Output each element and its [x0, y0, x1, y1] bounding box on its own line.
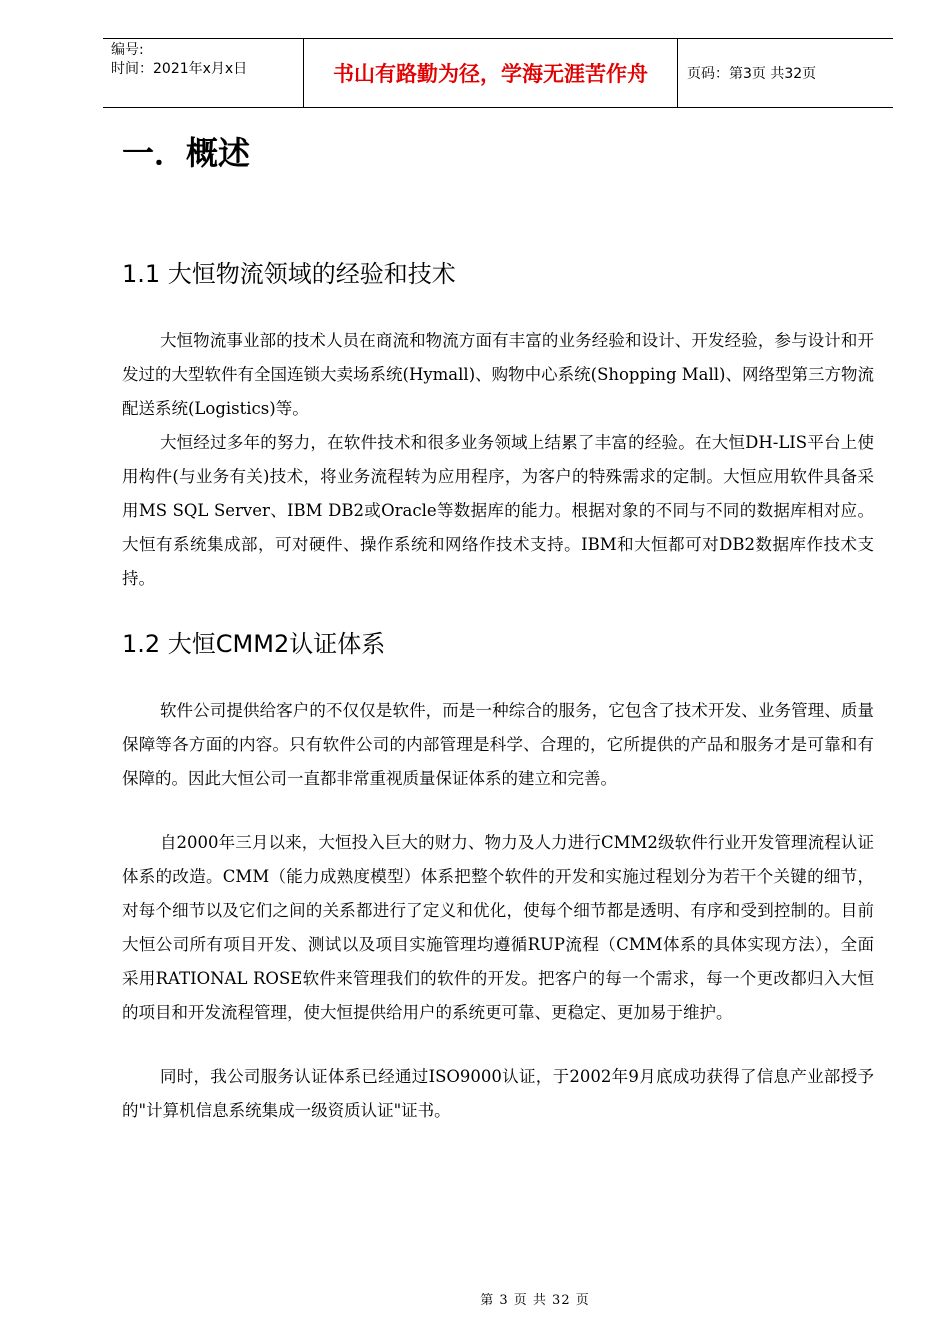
subsection-heading-1-1: 1.1 大恒物流领域的经验和技术	[122, 260, 456, 288]
paragraph: 大恒经过多年的努力，在软件技术和很多业务领域上结累了丰富的经验。在大恒DH-LIS平台上使用构件(与业务有关)技术，将业务流程转为应用程序，为客户的特殊需求的定制。大恒应用软件具备采用MS SQL Server、IBM DB2或Oracle等数据库的能力。根据对象的不同与不同的数据库相对应。大恒有系统集成部，可对硬件、操作系统和网络作技术支持。IBM和大恒都可对DB2数据库作技术支持。	[122, 433, 874, 588]
page-footer: 第 3 页 共 32 页	[480, 1293, 590, 1308]
page-header	[103, 38, 893, 108]
paragraph: 同时，我公司服务认证体系已经通过ISO9000认证，于2002年9月底成功获得了信息产业部授予的"计算机信息系统集成一级资质认证"证书。	[122, 1067, 874, 1120]
paragraph: 软件公司提供给客户的不仅仅是软件，而是一种综合的服务，它包含了技术开发、业务管理、质量保障等各方面的内容。只有软件公司的内部管理是科学、合理的，它所提供的产品和服务才是可靠和有保障的。因此大恒公司一直都非常重视质量保证体系的建立和完善。	[122, 701, 874, 788]
document-time-label: 时间：2021年x月x日	[111, 61, 248, 77]
header-motto: 书山有路勤为径，学海无涯苦作舟	[304, 39, 678, 107]
paragraph: 大恒物流事业部的技术人员在商流和物流方面有丰富的业务经验和设计、开发经验，参与设计和开发过的大型软件有全国连锁大卖场系统(Hymall)、购物中心系统(Shopping Mall)、网络型第三方物流配送系统(Logistics)等。	[122, 331, 874, 418]
document-number-label: 编号:	[111, 42, 144, 58]
paragraph: 自2000年三月以来，大恒投入巨大的财力、物力及人力进行CMM2级软件行业开发管理流程认证体系的改造。CMM（能力成熟度模型）体系把整个软件的开发和实施过程划分为若干个关键的细节，对每个细节以及它们之间的关系都进行了定义和优化，使每个细节都是透明、有序和受到控制的。目前大恒公司所有项目开发、测试以及项目实施管理均遵循RUP流程（CMM体系的具体实现方法），全面采用RATIONAL ROSE软件来管理我们的软件的开发。把客户的每一个需求，每一个更改都归入大恒的项目和开发流程管理，使大恒提供给用户的系统更可靠、更稳定、更加易于维护。	[122, 833, 874, 1022]
section-title: 一．概述	[122, 134, 251, 172]
header-page-label: 页码：第3页 共32页	[687, 66, 817, 82]
subsection-heading-1-2: 1.2 大恒CMM2认证体系	[122, 630, 386, 658]
header-meta	[103, 39, 304, 107]
